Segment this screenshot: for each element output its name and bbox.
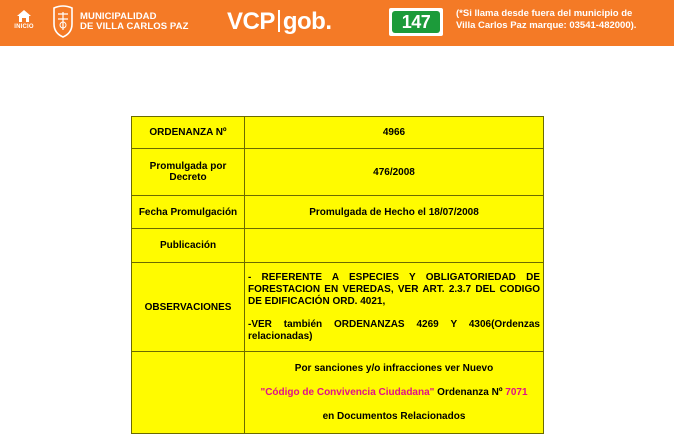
sanctions-line-2	[248, 387, 540, 399]
observations-paragraph-1: - REFERENTE A ESPECIES Y OBLIGATORIEDAD DE FORESTACION EN VEREDAS, VER ART. 2.3.7 DEL CODIGO DE EDIFICACIÓN ORD. 4021,	[248, 271, 540, 307]
home-icon	[16, 9, 32, 23]
gob-text: gob.	[282, 8, 332, 35]
number-label: ORDENANZA Nº	[132, 117, 245, 149]
logo-separator	[278, 10, 280, 32]
row-observations	[132, 263, 544, 352]
phone-147-badge[interactable]	[389, 8, 443, 36]
date-label: Fecha Promulgación	[132, 196, 245, 229]
row-number	[132, 117, 544, 149]
row-decree	[132, 149, 544, 196]
home-button[interactable]	[12, 9, 36, 30]
row-publication	[132, 229, 544, 263]
decree-label: Promulgada por Decreto	[132, 149, 245, 196]
vcp-text: VCP	[227, 8, 275, 35]
sanctions-empty-label	[132, 352, 245, 434]
row-sanctions	[132, 352, 544, 434]
sanctions-line-1: Por sanciones y/o infracciones ver Nuevo	[294, 362, 494, 374]
call-note-line1: (*Si llama desde fuera del municipio de	[456, 8, 633, 19]
phone-147-text: 147	[392, 11, 440, 33]
sanctions-note	[245, 352, 544, 434]
ordinance-table	[131, 116, 544, 434]
coat-of-arms-icon	[51, 4, 75, 38]
sanctions-line-3: en Documentos Relacionados	[322, 410, 466, 422]
convivencia-code-link[interactable]: "Código de Convivencia Ciudadana"	[260, 386, 435, 398]
observations-label: OBSERVACIONES	[132, 263, 245, 352]
observations-paragraph-2: -VER también ORDENANZAS 4269 Y 4306(Ordenzas relacionadas)	[248, 318, 540, 342]
publication-label: Publicación	[132, 229, 245, 263]
call-note-line2: Villa Carlos Paz marque: 03541-482000).	[456, 20, 637, 31]
number-value: 4966	[245, 117, 544, 149]
top-header-bar	[0, 0, 674, 46]
publication-value	[245, 229, 544, 263]
ordinance-number-text: Ordenanza Nº	[434, 386, 506, 398]
row-date	[132, 196, 544, 229]
muni-name-line1: MUNICIPALIDAD	[80, 11, 157, 22]
vcp-gob-logo[interactable]	[227, 8, 332, 36]
observations-value	[245, 263, 544, 352]
muni-name-line2: DE VILLA CARLOS PAZ	[80, 21, 189, 32]
date-value: Promulgada de Hecho el 18/07/2008	[245, 196, 544, 229]
ordinance-7071-link[interactable]: 7071	[505, 386, 528, 398]
call-instructions	[456, 8, 674, 32]
decree-value: 476/2008	[245, 149, 544, 196]
municipality-logo[interactable]	[51, 4, 227, 40]
home-label: INICIO	[14, 24, 34, 30]
